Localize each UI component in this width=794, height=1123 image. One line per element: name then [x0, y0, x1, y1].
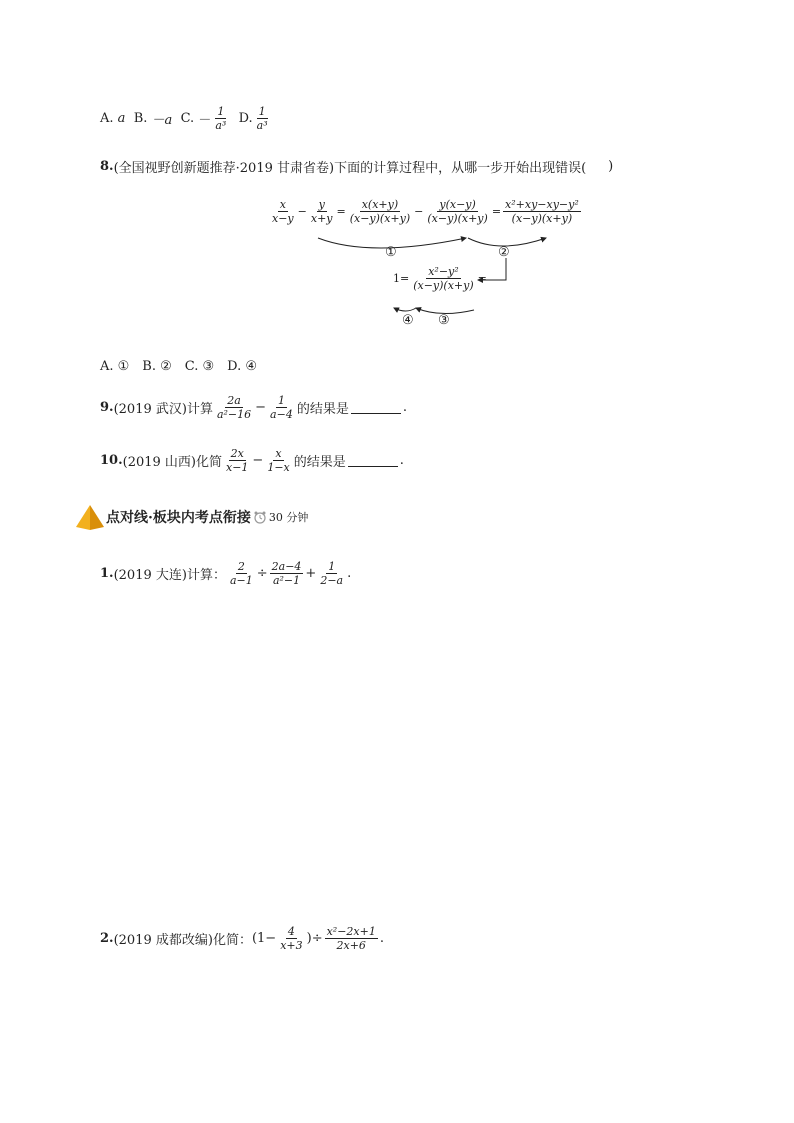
- question-number: 10.: [100, 453, 123, 468]
- option-d-fraction: $\frac{1}{\text{a³}}$: [256, 105, 268, 132]
- q8-calc-line2: 1 = $\frac{\text{x²−y²}}{(x-y)(x+y)}$ =: [393, 265, 487, 292]
- p2-fraction-1: $\frac{4}{x+3}$: [280, 925, 303, 952]
- calc-fraction-3: $\frac{x(x+y)}{(x-y)(x+y)}$: [349, 198, 411, 225]
- option-a-value: a: [117, 111, 126, 126]
- q10-fraction-2: $\frac{x}{1-x}$: [267, 447, 290, 474]
- question-number: 8.: [100, 159, 114, 174]
- step-2-marker: ②: [498, 245, 510, 260]
- option-b-label: B.: [133, 111, 148, 126]
- calc-fraction-2: $\frac{y}{x+y}$: [310, 198, 333, 225]
- question-text: (2019 成都改编)化简：: [113, 933, 252, 948]
- clock-icon: [253, 510, 267, 524]
- question-number: 1.: [100, 566, 114, 581]
- section-header: [74, 503, 308, 531]
- p1-fraction-2: $\frac{2a-4}{\text{a²−1}}$: [271, 560, 302, 587]
- p1-fraction-3: $\frac{1}{2-a}$: [320, 560, 344, 587]
- section-title: 点对线·板块内考点衔接: [106, 510, 251, 526]
- arrow-step4: [394, 308, 416, 311]
- section-time: 30 分钟: [268, 511, 309, 524]
- calc-fraction-6: $\frac{\text{x²−y²}}{(x-y)(x+y)}$: [413, 265, 474, 292]
- question-text: (2019 山西)化简: [122, 455, 222, 470]
- step-3-marker: ③: [438, 313, 450, 328]
- answer-blank: [351, 401, 401, 414]
- step-4-marker: ④: [402, 313, 414, 328]
- calc-fraction-4: $\frac{y(x-y)}{(x-y)(x+y)}$: [427, 198, 488, 225]
- p1-fraction-1: $\frac{2}{a-1}$: [229, 560, 253, 587]
- calc-fraction-1: $\frac{x}{x-y}$: [272, 198, 294, 225]
- answer-blank: [348, 454, 398, 467]
- step-1-marker: ①: [385, 245, 397, 260]
- p2-fraction-2: $\frac{\text{x²−2x+1}}{2x+6}$: [326, 925, 376, 952]
- p2-question: 2. (2019 成都改编)化简： (1− $\frac{4}{x+3}$ )÷ $\frac{\text{x²−2x+1}}{2x+6}$ .: [100, 925, 384, 952]
- option-a-label: A.: [100, 111, 114, 126]
- q9-question: 9. (2019 武汉)计算 $\frac{2a}{\text{a²−16}}$ − $\frac{1}{a-4}$ 的结果是 .: [100, 394, 407, 421]
- q7-options: [100, 105, 272, 132]
- pyramid-icon: [74, 503, 106, 531]
- q8-options: A. ① B. ② C. ③ D. ④: [100, 359, 258, 374]
- q8-question: 8. (全国视野创新题推荐·2019 甘肃省卷)下面的计算过程中，从哪一步开始出现错误( ): [100, 159, 614, 176]
- option-d-label: D.: [238, 111, 253, 126]
- q8-calc-line1: $\frac{x}{x-y}$ − $\frac{y}{x+y}$ = $\frac{x(x+y)}{(x-y)(x+y)}$ − $\frac{y(x-y)}{(x-y)(x+y)}$ = $\frac{\text{x²+xy−xy−y²}}{(x-y)(x+y)}$: [272, 198, 579, 225]
- option-c-sign: －: [198, 113, 212, 128]
- question-number: 9.: [100, 400, 114, 415]
- q10-question: 10. (2019 山西)化简 $\frac{2x}{x-1}$ − $\frac{x}{1-x}$ 的结果是 .: [100, 447, 404, 474]
- q10-fraction-1: $\frac{2x}{x-1}$: [226, 447, 249, 474]
- option-c-label: C.: [180, 111, 195, 126]
- question-text: (全国视野创新题推荐·2019 甘肃省卷)下面的计算过程中，从哪一步开始出现错误(: [113, 161, 587, 176]
- q9-fraction-2: $\frac{1}{a-4}$: [270, 394, 293, 421]
- option-b-value: －a: [151, 113, 173, 128]
- option-c-fraction: $\frac{1}{\text{a³}}$: [215, 105, 227, 132]
- question-number: 2.: [100, 931, 114, 946]
- question-text: (2019 大连)计算：: [113, 568, 226, 583]
- p1-question: 1. (2019 大连)计算： $\frac{2}{a-1}$ ÷ $\frac{2a-4}{\text{a²−1}}$ + $\frac{1}{2-a}$ .: [100, 560, 352, 587]
- question-text: (2019 武汉)计算: [113, 402, 213, 417]
- q9-fraction-1: $\frac{2a}{\text{a²−16}}$: [216, 394, 252, 421]
- calc-fraction-5: $\frac{\text{x²+xy−xy−y²}}{(x-y)(x+y)}$: [505, 198, 579, 225]
